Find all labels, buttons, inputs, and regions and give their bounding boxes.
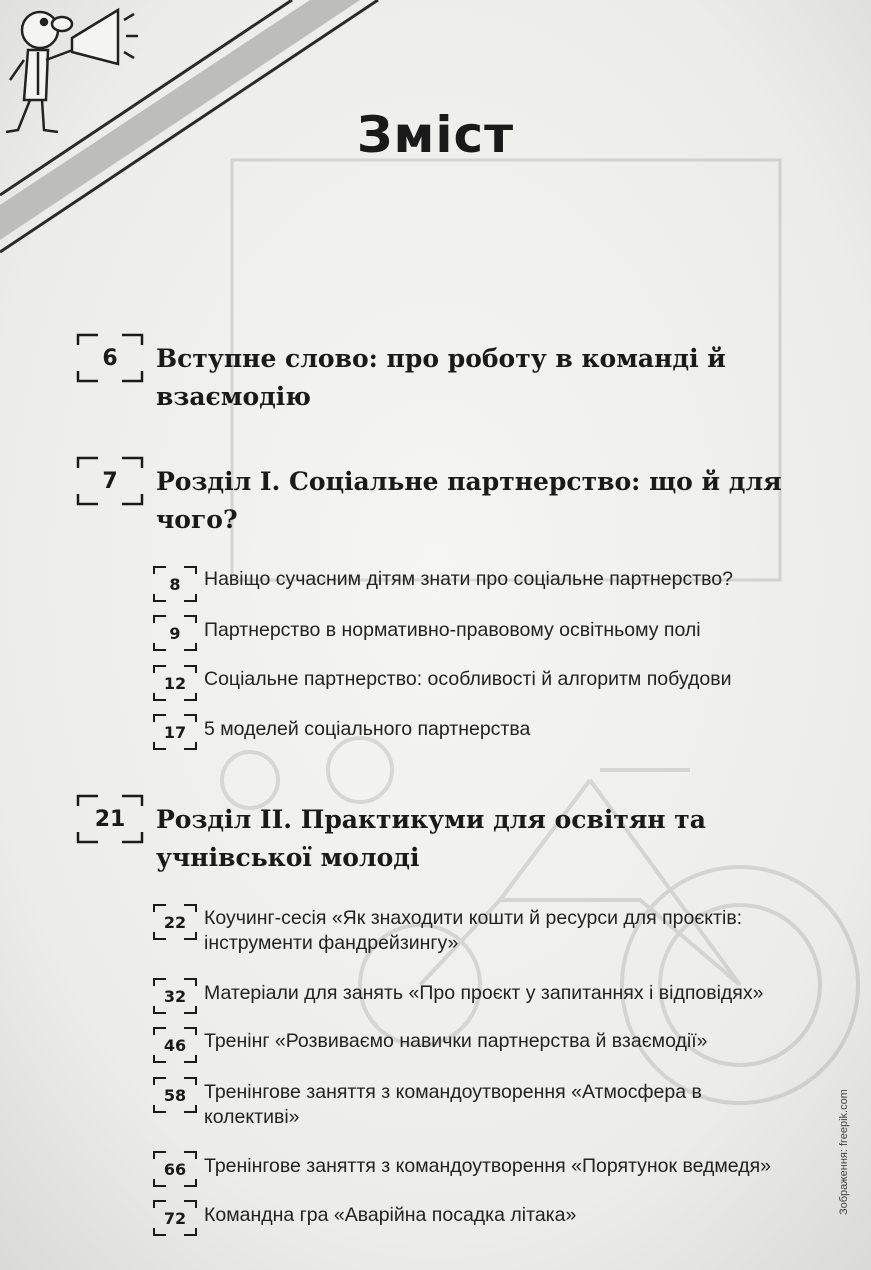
item-page-number-box [152, 565, 198, 603]
image-credit: Зображення: freepik.com [838, 1089, 850, 1215]
item-page-number: 9 [169, 623, 181, 643]
toc-item-title[interactable]: Соціальне партнерство: особливості й алгоритм побудови [204, 668, 732, 690]
toc-item-title[interactable]: Командна гра «Аварійна посадка літака» [204, 1204, 577, 1226]
toc-item-title[interactable]: Партнерство в нормативно-правовому освітньому полі [204, 619, 701, 641]
item-page-number: 58 [163, 1085, 187, 1105]
item-page-number: 72 [163, 1208, 187, 1228]
toc-item-title[interactable]: Матеріали для занять «Про проєкт у запитаннях і відповідях» [204, 982, 764, 1004]
item-page-number-box [152, 903, 198, 941]
item-page-number: 8 [169, 574, 181, 594]
section-page-number-box [76, 794, 144, 844]
item-page-number-box [152, 1199, 198, 1237]
toc-item-title[interactable]: 5 моделей соціального партнерства [204, 718, 531, 740]
section-page-number-box [76, 333, 144, 383]
section-page-number: 7 [102, 468, 118, 494]
section-title[interactable]: Розділ І. Соціальне партнерство: що й для чого? [156, 467, 782, 534]
item-page-number-box [152, 614, 198, 652]
item-page-number-box [152, 1076, 198, 1114]
item-page-number-box [152, 713, 198, 751]
item-page-number: 17 [163, 722, 187, 742]
section-page-number-box [76, 456, 144, 506]
section-page-number: 6 [102, 345, 118, 371]
section-title[interactable]: Розділ ІІ. Практикуми для освітян та учнівської молоді [156, 805, 706, 872]
toc-item-title[interactable]: Коучинг-сесія «Як знаходити кошти й ресурси для проєктів: інструменти фандрейзингу» [204, 907, 743, 954]
toc-item-title[interactable]: Тренінгове заняття з командоутворення «Атмосфера в колективі» [204, 1081, 702, 1128]
item-page-number-box [152, 977, 198, 1015]
section-title[interactable]: Вступне слово: про роботу в команді й взаємодію [156, 344, 726, 411]
item-page-number-box [152, 1026, 198, 1064]
item-page-number-box [152, 1150, 198, 1188]
page-title: Зміст [356, 106, 515, 164]
item-page-number: 32 [163, 986, 187, 1006]
item-page-number-box [152, 664, 198, 702]
item-page-number: 46 [163, 1035, 187, 1055]
item-page-number: 66 [163, 1159, 187, 1179]
toc-item-title[interactable]: Навіщо сучасним дітям знати про соціальне партнерство? [204, 568, 733, 590]
toc-item-title[interactable]: Тренінг «Розвиваємо навички партнерства й взаємодії» [204, 1030, 708, 1052]
toc-item-title[interactable]: Тренінгове заняття з командоутворення «Порятунок ведмедя» [204, 1155, 772, 1177]
item-page-number: 12 [163, 673, 187, 693]
section-page-number: 21 [94, 806, 126, 832]
item-page-number: 22 [163, 912, 187, 932]
